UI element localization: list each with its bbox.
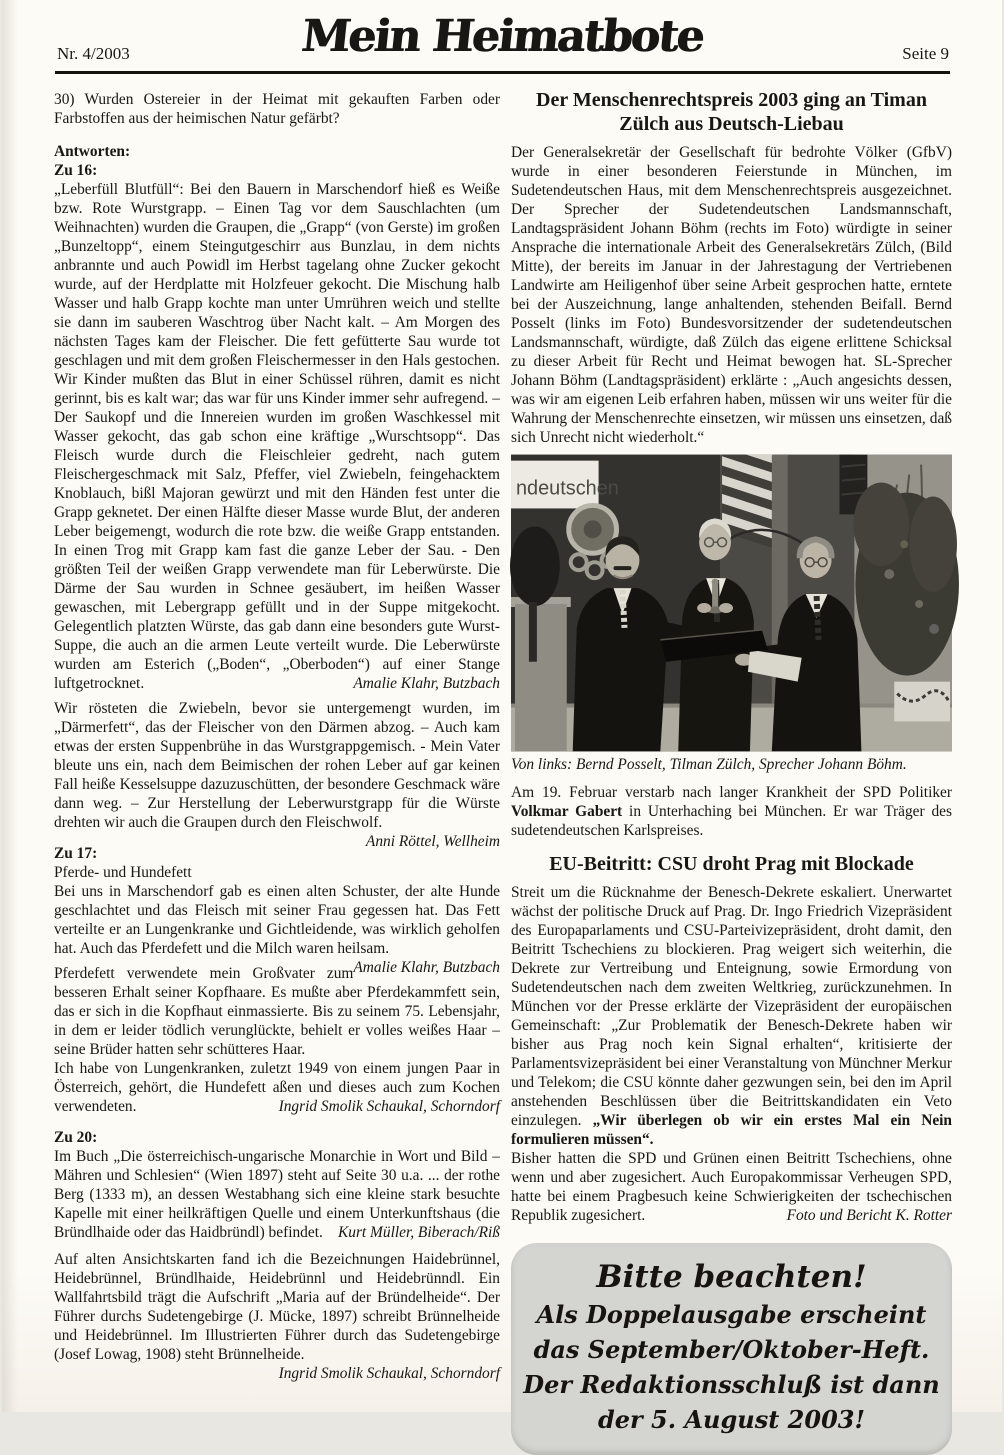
- signature: Kurt Müller, Biberach/Riß: [337, 1224, 500, 1241]
- award-ceremony-photo: [511, 454, 952, 752]
- signature: Foto und Bericht K. Rotter: [786, 1207, 952, 1224]
- notice-box: [511, 1243, 952, 1455]
- zu17-subtitle: Pferde- und Hundefett: [54, 864, 192, 881]
- zu20-paragraph-1: [54, 1147, 500, 1242]
- obituary-text-post: in Unterhaching bei München. Er war Träger des sudetendeutschen Karlspreises.: [511, 803, 952, 839]
- zu17-paragraph-2: [54, 964, 500, 1059]
- newspaper-page: [2, 0, 1002, 1434]
- microphone: [510, 526, 560, 606]
- article2-bold-quote: „Wir überlegen ob wir ein erstes Mal ein Nein formulieren müssen“.: [511, 1112, 952, 1148]
- answers-heading: Antworten:: [54, 143, 131, 160]
- photo-banner-text: ndeutschen: [515, 477, 619, 500]
- zu20-heading: Zu 20:: [54, 1129, 98, 1146]
- signature: Anni Röttel, Wellheim: [365, 833, 500, 850]
- zu17-paragraph-2-text: Pferdefett verwendete mein Großvater zum besseren Erhalt seiner Kopfhaare. Es mußte aber Pferdekammfett sein, das er sich in die Kopfhaut einmassierte. Bis zu seinem 75. Lebensjahr, in dem er leider tödlich verunglückte, behielt er volles weißes Haar – seine Brüder hatten sehr schütteres Haar.: [54, 965, 500, 1058]
- obituary-paragraph: [511, 783, 952, 840]
- question-30: 30) Wurden Ostereier in der Heimat mit gekauften Farben oder Farbstoffen aus der heimischen Natur gefärbt?: [54, 91, 500, 127]
- obituary-name: Volkmar Gabert: [511, 803, 623, 820]
- zu17-paragraph-3-text: Ich habe von Lungenkranken, zuletzt 1949 von einem jungen Paar in Österreich, gehört, die Hundefett aßen und dieses auch zum Kochen verwendeten.: [54, 1060, 500, 1115]
- zu16-paragraph-1: [54, 180, 500, 693]
- notice-line-4: Der Redaktionsschluß ist dann: [523, 1370, 940, 1399]
- obituary-text-pre: Am 19. Februar verstarb nach langer Krankheit der SPD Politiker: [511, 784, 952, 801]
- zu20-paragraph-1-text: Im Buch „Die österreichisch-ungarische Monarchie in Wort und Bild – Mähren und Schlesien“ (Wien 1897) steht auf Seite 30 u.a. ... der rothe Berg (1333 m), an dessen Westabhang sich eine kleine stark besuchte Kapelle mit einer heilkräftigen Quelle und einem Unterkunftshaus (die Bründlhaide oder das Haidbründl) befindet.: [54, 1148, 500, 1241]
- left-column: [54, 90, 500, 1383]
- zu16-paragraph-2-text: Wir rösteten die Zwiebeln, bevor sie untergemengt wurden, im „Därmerfett“, das der Fleischer von den Därmen abzog. – Auch kam etwas der ersten Suppenbrühe in das Wurstgrappgemisch. - Mein Vater bleute uns ein, nach dem Beimischen der rohen Leber auf gar keinen Fall heiße Kesselsuppe dazuzuschütten, der besondere Geschmack wäre dann weg. – Zur Herstellung der Leberwurstgrapp für die Würste drehten wir auch die Graupen durch den Fleischwolf.: [54, 700, 500, 831]
- article1-headline: Der Menschenrechtspreis 2003 ging an Timan Zülch aus Deutsch-Liebau: [536, 89, 927, 135]
- page-number: Seite 9: [902, 44, 949, 63]
- zu16-paragraph-2: [54, 699, 500, 850]
- notice-line-5: der 5. August 2003!: [597, 1405, 866, 1434]
- article2-paragraph-2-text: Bisher hatten die SPD und Grünen einen Beitritt Tschechiens, ohne wenn und aber zugesichert. Auch Europakommissar Verheugen SPD, hatte bei einem Pragbesuch keine Schwierigkeiten der tschechischen Republik zugesichert.: [511, 1150, 952, 1224]
- zu20-paragraph-2: [54, 1250, 500, 1382]
- signature: Ingrid Smolik Schaukal, Schorndorf: [278, 1098, 500, 1115]
- photo-caption: Von links: Bernd Posselt, Tilman Zülch, Sprecher Johann Böhm.: [511, 756, 907, 773]
- zu16-paragraph-1-text: „Leberfüll Blutfüll“: Bei den Bauern in Marschendorf hieß es Weiße bzw. Rote Wurstgrapp. – Einen Tag vor dem Sauschlachten (um Weihnachten) wurden die Graupen, die „Grapp“ (von Gerste) im großen „Bunzeltopp“, einem Steingutgeschirr aus Bunzlau, in dem nichts anbrannte und auch Powidl im Herbst tagelang ohne Zucker gekocht wurde, auf der Herdplatte mit Holzfeuer gekocht. Die Mischung halb Wasser und halb Grapp kochte man unter Umrühren weich und stellte sie dann im sauberen Waschtrog über Nacht kalt. – Am Morgen des nächsten Tages kam der Fleischer. Die fett gefütterte Sau wurde tot geschlagen und mit dem großen Fleischermesser in den Hals gestochen. Wir Kinder mußten das Blut in einer Schüssel rühren, damit es nicht gerinnt, bis es kalt war; das war für uns Kinder immer sehr aufregend. – Der Saukopf und die Innereien wurden im großen Waschkessel mit Wasser gekocht, das gab schon eine kräftige „Wurschtsopp“. Das Fleisch wurde durch die Fleischleier gedreht, nach gutem Fleischergeschmack mit Salz, Pfeffer, viel Zwiebeln, feingehacktem Knoblauch, bißl Majoran gewürzt und mit den Händen fest unter die Grapp geknetet. Der einen Hälfte dieser Masse wurde Blut, der anderen Leber beigemengt, wodurch die rote bzw. die weiße Grapp entstanden. In einen Trog mit Grapp kam fast die ganze Leber der Sau. - Den größten Teil der weißen Grapp verwendete man für Leberwürste. Die Därme der Sau wurden in Schnee gesäubert, im heißen Wasser gewaschen, mit Lebergrapp gefüllt und in der Suppe mitgekocht. Gelegentlich platzten Würste, das gab dann eine besonders gute Wurst-Suppe, die auch an die armen Leute verteilt wurde. Die Leberwürste wurden am Esterich („Boden“, „Oberboden“) auf einer Stange luftgetrocknet.: [54, 181, 500, 692]
- signature: Amalie Klahr, Butzbach: [353, 959, 500, 976]
- header-rule: [55, 71, 950, 74]
- article2-paragraph-2: [511, 1149, 952, 1225]
- zu17-paragraph-1: [54, 882, 500, 976]
- article2-paragraph-1: [511, 883, 952, 1149]
- zu17-paragraph-3: [54, 1059, 500, 1116]
- article1-body: Der Generalsekretär der Gesellschaft für bedrohte Völker (GfbV) wurde in einer besonderen Feierstunde in München, im Sudetendeutschen Haus, mit dem Menschenrechtspreis ausgezeichnet. Der Sprecher der Sudetendeutschen Landsmannschaft, Landtagspräsident Johann Böhm (rechts im Foto) würdigte in seiner Ansprache die internationale Arbeit des Generalsekretärs Zülch, (Bild Mitte), der bereits im Januar in der Jahrestagung der Vertriebenen Landwirte am Heiligenhof über seine Arbeit gesprochen hatte, erntete bei der Auszeichnung, lange anhaltenden, stehenden Beifall. Bernd Posselt (links im Foto) Bundesvorsitzender der sudetendeutschen Landsmannschaft, würdigte, daß Zülch das eigene erlittene Schicksal zu dieser Arbeit für Recht und Heimat bewogen hat. SL-Sprecher Johann Böhm (Landtagspräsident) erklärte : „Auch angesichts dessen, was wir am eigenen Leib erfahren haben, müssen wir uns weiter für die Wahrung der Menschenrechte einsetzen, wir müssen uns einsetzen, daß sich Unrecht nicht wiederholt.“: [511, 144, 952, 446]
- notice-line-1: Bitte beachten!: [596, 1259, 867, 1295]
- issue-number: Nr. 4/2003: [57, 44, 130, 63]
- zu20-paragraph-2-text: Auf alten Ansichtskarten fand ich die Bezeichnungen Haidebrünnel, Heidebrünnel, Bründlhaide, Heidebrünnl und Heidebrünndl. Ein Wallfahrtsbild trägt die Aufschrift „Maria auf der Bründelheide“. Der Führer durchs Sudetengebirge (J. Mücke, 1897) schreibt Brünnelheide und Heidebrünnel. Im Illustrierten Führer durch das Sudetengebirge (Josef Lowag, 1908) steht Brünnelheide.: [54, 1251, 500, 1363]
- masthead-title: Mein Heimatbote: [298, 11, 706, 62]
- article2-paragraph-1-text: Streit um die Rücknahme der Benesch-Dekrete eskaliert. Unerwartet wächst der politische Druck auf Prag. Dr. Ingo Friedrich Vizepräsident des Europaparlaments und CSU-Parteivizepräsident, droht damit, den Beitritt Tschechiens zu blockieren. Prag weigert sich weiterhin, die Dekrete zur Vertreibung und Enteignung, sowie Ermordung von Sudetendeutschen nach dem zweiten Weltkrieg, zurückzunehmen. In München vor der Presse erklärte der Vizepräsident der europäischen Gemeinschaft: „Zur Problematik der Benesch-Dekrete haben wir bisher aus Prag noch kein Signal erhalten“, kritisierte der Parlamentsvizepräsident bei einer Veranstaltung von Münchner Merkur und Telekom; die CSU könnte daher gezwungen sein, bei den im April anstehenden Beschlüssen über die Beitrittskandidaten ein Veto einzulegen.: [511, 884, 952, 1129]
- right-column: [511, 88, 952, 1455]
- zu17-paragraph-1-text: Bei uns in Marschendorf gab es einen alten Schuster, der alte Hunde geschlachtet und das Fleisch mit seiner Frau gegessen hat. Das Fett verteilte er an Lungenkranke und Gichtleidende, was wirklich geholfen hat. Auch das Pferdefett und die Milch waren heilsam.: [54, 883, 500, 957]
- notice-line-2: Als Doppelausgabe erscheint: [536, 1300, 927, 1329]
- notice-line-3: das September/Oktober-Heft.: [533, 1335, 930, 1364]
- zu17-heading: Zu 17:: [54, 845, 98, 862]
- article2-headline: EU-Beitritt: CSU droht Prag mit Blockade: [549, 853, 914, 875]
- signature: Ingrid Smolik Schaukal, Schorndorf: [278, 1365, 500, 1382]
- signature: Amalie Klahr, Butzbach: [353, 675, 500, 692]
- zu16-heading: Zu 16:: [54, 162, 98, 179]
